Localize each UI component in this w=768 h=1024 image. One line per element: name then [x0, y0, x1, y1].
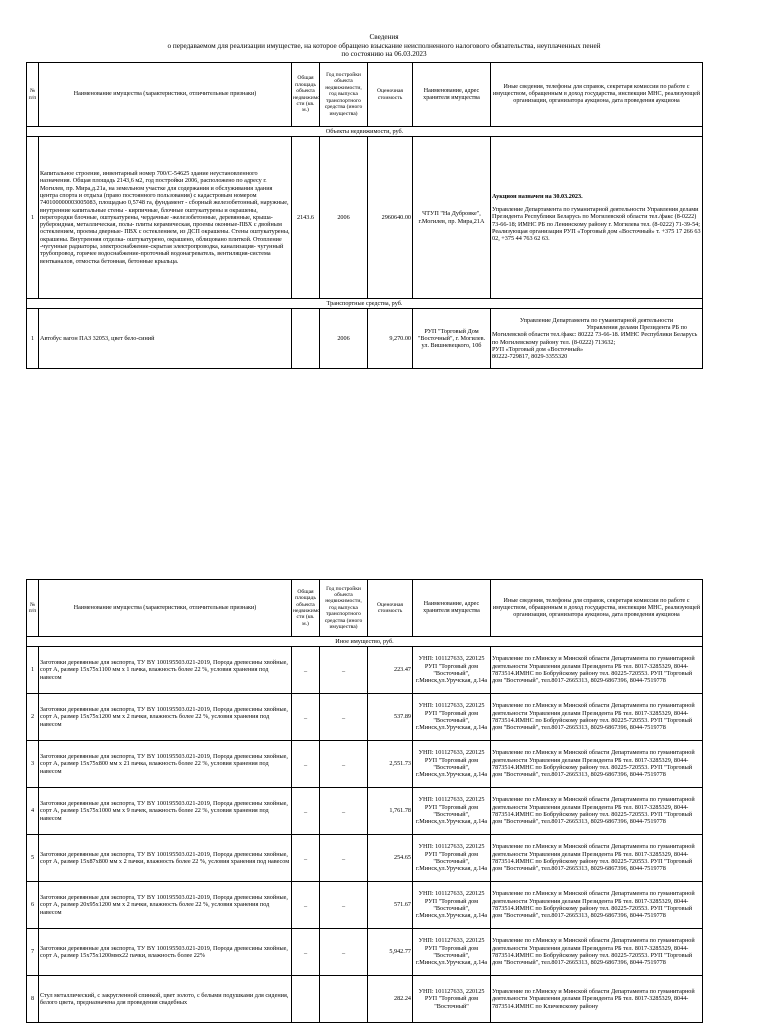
table-header-row: [27, 580, 703, 637]
row-info: Управление по г.Минску и Минской области Департамента по гуманитарной деятельности Управления делами Президента РБ тел. 8017-3285329, 8044-7873514.ИМНС по Бобруйскому району тел. 80225-720553. РУП "Торговый дом "Восточный", тел.8017-2665313, 8029-6867396, 8044-7519778: [491, 835, 703, 882]
table-row: [27, 788, 703, 835]
row-info: Управление по г.Минску и Минской области Департамента по гуманитарной деятельности Управления делами Президента РБ тел. 8017-3285329, 8044-7873514.ИМНС по Бобруйскому району тел. 80225-720553. РУП "Торговый дом "Восточный", тел.8017-2665313, 8029-6867396, 8044-7519778: [491, 694, 703, 741]
row-num: 2: [27, 694, 39, 741]
document-header: [0, 33, 768, 59]
row-value: 9,270.00: [368, 309, 413, 369]
row-year: _: [320, 788, 368, 835]
info-line: Управление Департамента по гуманитарной деятельности: [519, 316, 674, 324]
row-description: Заготовки деревянные для экспорта, ТУ BY 100195503.021-2019, Порода древесины хвойные, сорт А, размер 15х75х1200ммх22 пачки, влажность более 22%: [39, 929, 292, 976]
row-num: 1: [27, 309, 39, 369]
row-holder: УНП: 101127633, 220125 РУП "Торговый дом "Восточный", г.Минск,ул.Уручская, д.14а: [413, 647, 491, 694]
col-header-name: Наименование имущества (характеристики, отличительные признаки): [39, 63, 292, 127]
info-line: РУП «Торговый дом «Восточный»: [492, 345, 584, 353]
row-value: 571.67: [368, 882, 413, 929]
row-value: 254.65: [368, 835, 413, 882]
row-area: _: [292, 835, 320, 882]
row-holder: ЧТУП "На Дубровке", г.Могилев, пр. Мира,21А: [413, 137, 491, 299]
row-area: [292, 976, 320, 1023]
other-rows: [27, 647, 703, 1023]
row-info: Управление по г.Минску и Минской области Департамента по гуманитарной деятельности Управления делами Президента РБ тел. 8017-3285329, 8044-7873514.ИМНС по Бобруйскому району тел. 80225-720553. РУП "Торговый дом "Восточный", тел.8017-2665313, 8029-6867396, 8044-7519778: [491, 788, 703, 835]
row-description: Заготовки деревянные для экспорта, ТУ BY 100195503.021-2019, Порода древесины хвойные, сорт А, размер 15х75х800 мм х 21 пачка, влажность более 22 %, условия хранения под навесом: [39, 741, 292, 788]
row-holder: УНП: 101127633, 220125 РУП "Торговый дом "Восточный", г.Минск,ул.Уручская, д.14а: [413, 741, 491, 788]
row-area: _: [292, 788, 320, 835]
table-row: [27, 976, 703, 1023]
col-header-year: Год постройки объекта недвижимости, год выпуска транспортного средства (иного имущества): [320, 580, 368, 637]
row-num: 4: [27, 788, 39, 835]
row-value: 2,551.73: [368, 741, 413, 788]
col-header-value: Оценочная стоимость: [368, 580, 413, 637]
row-year: 2006: [320, 309, 368, 369]
table-row: [27, 929, 703, 976]
row-num: 3: [27, 741, 39, 788]
col-header-name: Наименование имущества (характеристики, отличительные признаки): [39, 580, 292, 637]
section-title: Транспортные средства, руб.: [27, 299, 703, 309]
row-year: _: [320, 647, 368, 694]
row-description: Автобус вагон ПАЗ 32053, цвет бело-синий: [39, 309, 292, 369]
row-area: [292, 309, 320, 369]
col-header-num: № п/п: [27, 63, 39, 127]
col-header-area: Общая площадь объекта недвижимо сти (кв. м.): [292, 580, 320, 637]
row-year: _: [320, 929, 368, 976]
col-header-info: Иные сведения, телефоны для справок, секретаря комиссии по работе с имуществом, обращенным в доход государства, инспекции МНС, реализующей организации, организатора аукциона, дата проведения аукциона: [491, 63, 703, 127]
row-description: Заготовки деревянные для экспорта, ТУ BY 100195503.021-2019, Порода древесины хвойные, сорт А, размер 15х75х1100 мм х 1 пачка, влажность более 22 %, условия хранения под навесом: [39, 647, 292, 694]
row-value: 282.24: [368, 976, 413, 1023]
col-header-holder: Наименование, адрес хранителя имущества: [413, 63, 491, 127]
row-area: _: [292, 647, 320, 694]
row-description: Заготовки деревянные для экспорта, ТУ BY 100195503.021-2019, Порода древесины хвойные, сорт А, размер 20х95х1200 мм х 2 пачки, влажность более 22 %, условия хранения под навесом: [39, 882, 292, 929]
row-num: 5: [27, 835, 39, 882]
row-year: _: [320, 882, 368, 929]
row-num: 1: [27, 647, 39, 694]
info-text: Управление Департамента по гуманитарной деятельности Управления делами Президента Республики Беларусь по Могилевской области тел./факс (8-0222) 73-66-18; ИМНС РБ по Ленинскому району г. Могилева тел. (8-0222) 71-39-54; Реализующая организация РУП «Торговый дом «Восточный» т. +375 17 266 63 02, +375 44 763 62 63.: [492, 205, 701, 243]
row-area: 2143.6: [292, 137, 320, 299]
col-header-num: № п/п: [27, 580, 39, 637]
row-holder: РУП "Торговый Дом "Восточный", г. Могилев. ул. Вишневецкого, 10б: [413, 309, 491, 369]
row-num: 7: [27, 929, 39, 976]
col-header-value: Оценочная стоимость: [368, 63, 413, 127]
row-year: 2006: [320, 137, 368, 299]
document-date-line: по состоянию на 06.03.2023: [341, 50, 427, 59]
row-description: Капитальное строение, инвентарный номер 700/С-54625 здание неустановленного назначения. Общая площадь 2143,6 м2, год постройки 2006, расположено по адресу г. Могилев, пр. Мира,д.21а, на земельном участке для содержания и обслуживания здания центра спорта и отдыха (право постоянного пользования) с кадастровым номером 740100000003005083, площадью 0,5748 га, фундамент - сборный железобетонный, наружные, внутренние капитальные стены - кирпичные, блочные оштукатурены и окрашены, перегородки блочные, оштукатурены, чердачные -железобетонные, деревянные, крыша-рубероидная, металлическая, полы- плиты керамическая, проемы оконные-ПВХ с двойным остеклением, проемы дверные- ПВХ с остеклением, из ДСП окрашены. Стены оштукатурены, окрашены. Внутренняя отделка- оштукатурено, окрашено, облицовано плиткой. Отопление -чугунные радиаторы, электроснабжение-скрытая электропроводка, канализация- чугунный трубопровод, горячее водоснабжение-проточный водонагреватель, вентиляция-система вентканалов, отмостка бетонная, бетонные крыльца.: [39, 137, 292, 299]
row-info: Управление по г.Минску и Минской области Департамента по гуманитарной деятельности Управления делами Президента РБ тел. 8017-3285329, 8044-7873514.ИМНС по Кличевскому району: [491, 976, 703, 1023]
row-num: 1: [27, 137, 39, 299]
row-holder: УНП: 101127633, 220125 РУП "Торговый дом "Восточный", г.Минск,ул.Уручская, д.14а: [413, 788, 491, 835]
section-row-other: [27, 637, 703, 647]
table-row: [27, 647, 703, 694]
info-line: Могилевской области тел./факс: 80222 73-66-18. ИМНС Республики Беларусь по Могилевскому району тел. (8-0222) 713632;: [492, 331, 698, 346]
property-table-other: [26, 579, 703, 1023]
document-subtitle: о передаваемом для реализации имуществе, на которое обращено взыскание неисполненного налогового обязательства, неуплаченных пеней: [167, 41, 601, 50]
auction-date: Аукцион назначен на 30.03.2023.: [492, 192, 583, 200]
row-year: _: [320, 694, 368, 741]
row-holder: УНП: 101127633, 220125 РУП "Торговый дом "Восточный": [413, 976, 491, 1023]
col-header-holder: Наименование, адрес хранителя имущества: [413, 580, 491, 637]
table-header-row: [27, 63, 703, 127]
table-row: [27, 694, 703, 741]
section-row-transport: [27, 299, 703, 309]
row-year: _: [320, 741, 368, 788]
table-row: [27, 309, 703, 369]
row-holder: УНП: 101127633, 220125 РУП "Торговый дом "Восточный", г.Минск,ул.Уручская, д.14а: [413, 929, 491, 976]
row-value: 2960640.00: [368, 137, 413, 299]
table-row: [27, 882, 703, 929]
row-description: Заготовки деревянные для экспорта, ТУ BY 100195503.021-2019, Порода древесины хвойные, сорт А, размер 15х75х1200 мм х 2 пачки, влажность более 22 %, условия хранения под навесом: [39, 694, 292, 741]
property-table-realty-transport: [26, 62, 703, 369]
row-info: Управление по г.Минску и Минской области Департамента по гуманитарной деятельности Управления делами Президента РБ тел. 8017-3285329, 8044-7873514.ИМНС по Бобруйскому району тел. 80225-720553. РУП "Торговый дом "Восточный", тел.8017-2665313, 8029-6867396, 8044-7519778: [491, 741, 703, 788]
row-description: Заготовки деревянные для экспорта, ТУ BY 100195503.021-2019, Порода древесины хвойные, сорт А, размер 15х87х800 мм х 2 пачки, влажность более 22 %, условия хранения под навесом: [39, 835, 292, 882]
row-info: [491, 137, 703, 299]
row-info: Управление по г.Минску и Минской области Департамента по гуманитарной деятельности Управления делами Президента РБ тел. 8017-3285329, 8044-7873514.ИМНС по Бобруйскому району тел. 80225-720553. РУП "Торговый дом "Восточный", тел.8017-2665313, 8029-6867396, 8044-7519778: [491, 929, 703, 976]
col-header-year: Год постройки объекта недвижимости, год выпуска транспортного средства (иного имущества): [320, 63, 368, 127]
section-title: Объекты недвижимости, руб.: [27, 127, 703, 137]
row-value: 5,942.77: [368, 929, 413, 976]
row-info: Управление по г.Минску и Минской области Департамента по гуманитарной деятельности Управления делами Президента РБ тел. 8017-3285329, 8044-7873514.ИМНС по Бобруйскому району тел. 80225-720553. РУП "Торговый дом "Восточный", тел.8017-2665313, 8029-6867396, 8044-7519778: [491, 647, 703, 694]
row-num: 6: [27, 882, 39, 929]
row-holder: УНП: 101127633, 220125 РУП "Торговый дом "Восточный", г.Минск,ул.Уручская, д.14а: [413, 694, 491, 741]
info-line: Управления делами Президента РБ по: [586, 323, 687, 331]
row-description: Заготовки деревянные для экспорта, ТУ BY 100195503.021-2019, Порода древесины хвойные, сорт А, размер 15х75х1000 мм х 9 пачек, влажность более 22 %, условия хранения под навесом: [39, 788, 292, 835]
row-description: Стул металлический, с закругленной спинкой, цвет золото, с белыми подушками для сидения, белого цвета, предназначена для проведения свадебных: [39, 976, 292, 1023]
table-row: [27, 137, 703, 299]
row-area: _: [292, 882, 320, 929]
row-value: 1,761.78: [368, 788, 413, 835]
col-header-area: Общая площадь объекта недвижимо сти (кв. м.): [292, 63, 320, 127]
row-area: _: [292, 741, 320, 788]
row-info: [491, 309, 703, 369]
row-holder: УНП: 101127633, 220125 РУП "Торговый дом "Восточный", г.Минск,ул.Уручская, д.14а: [413, 835, 491, 882]
row-area: _: [292, 694, 320, 741]
info-line: 80222-729817, 8029-3355320: [492, 353, 568, 361]
section-row-realty: [27, 127, 703, 137]
row-year: [320, 976, 368, 1023]
section-title: Иное имущество, руб.: [27, 637, 703, 647]
row-info: Управление по г.Минску и Минской области Департамента по гуманитарной деятельности Управления делами Президента РБ тел. 8017-3285329, 8044-7873514.ИМНС по Бобруйскому району тел. 80225-720553. РУП "Торговый дом "Восточный", тел.8017-2665313, 8029-6867396, 8044-7519778: [491, 882, 703, 929]
row-num: 8: [27, 976, 39, 1023]
row-holder: УНП: 101127633, 220125 РУП "Торговый дом "Восточный", г.Минск,ул.Уручская, д.14а: [413, 882, 491, 929]
table-row: [27, 835, 703, 882]
table-row: [27, 741, 703, 788]
col-header-info: Иные сведения, телефоны для справок, секретаря комиссии по работе с имуществом, обращенным в доход государства, инспекции МНС, реализующей организации, организатора аукциона, дата проведения аукциона: [491, 580, 703, 637]
row-value: 537.89: [368, 694, 413, 741]
document-title: Сведения: [369, 33, 399, 41]
row-area: _: [292, 929, 320, 976]
row-year: _: [320, 835, 368, 882]
row-value: 223.47: [368, 647, 413, 694]
